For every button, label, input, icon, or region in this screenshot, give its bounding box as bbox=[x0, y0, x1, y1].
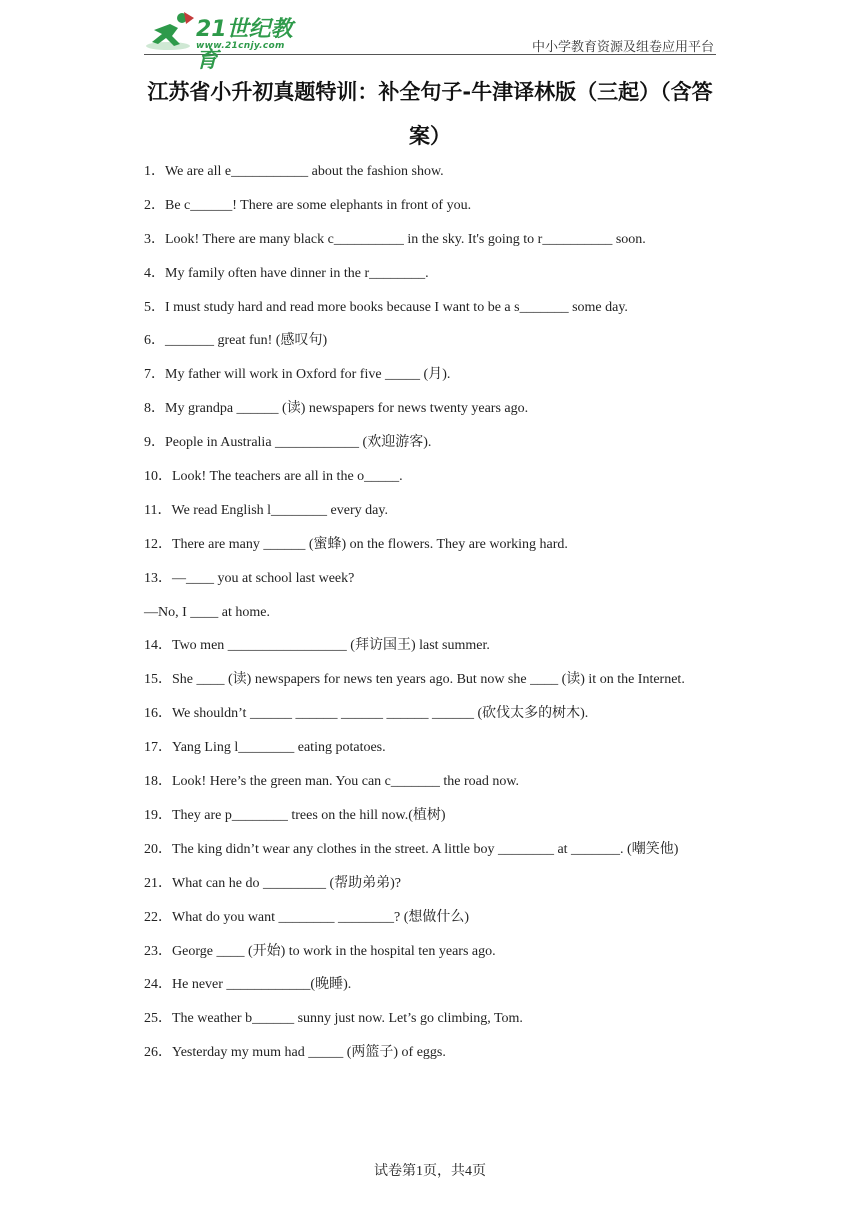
question-10: 10．Look! The teachers are all in the o_____. bbox=[144, 469, 403, 485]
question-7: 7．My father will work in Oxford for five _____ (月). bbox=[144, 367, 451, 383]
question-9: 9．People in Australia ____________ (欢迎游客). bbox=[144, 435, 432, 451]
question-18: 18．Look! Here’s the green man. You can c_______ the road now. bbox=[144, 774, 520, 790]
header-tagline: 中小学教育资源及组卷应用平台 bbox=[531, 40, 714, 55]
question-21: 21．What can he do _________ (帮助弟弟)? bbox=[144, 875, 401, 891]
page-title: 江苏省小升初真题特训：补全句子-牛津译林版（三起）（含答案） bbox=[147, 80, 713, 148]
logo bbox=[144, 10, 314, 73]
logo-text: 21世纪教育 bbox=[196, 17, 293, 73]
question-6: 6．_______ great fun! (感叹句) bbox=[144, 333, 328, 349]
question-13-answer-line: —No, I ____ at home. bbox=[144, 604, 270, 620]
question-26: 26．Yesterday my mum had _____ (两篮子) of eggs. bbox=[144, 1045, 446, 1061]
question-list bbox=[144, 160, 716, 1075]
question-19: 19．They are p________ trees on the hill now.(植树) bbox=[144, 807, 446, 823]
question-13: 13．—____ you at school last week? bbox=[144, 570, 355, 586]
question-25: 25．The weather b______ sunny just now. Let’s go climbing, Tom. bbox=[144, 1011, 523, 1027]
question-16: 16．We shouldn’t ______ ______ ______ ______ ______ (砍伐太多的树木). bbox=[144, 706, 589, 722]
question-15: 15．She ____ (读) newspapers for news ten years ago. But now she ____ (读) it on the Internet. bbox=[144, 672, 685, 688]
question-20: 20．The king didn’t wear any clothes in the street. A little boy ________ at _______. (嘲笑他) bbox=[144, 841, 679, 857]
question-3: 3．Look! There are many black c__________ in the sky. It's going to r__________ soon. bbox=[144, 231, 646, 247]
question-11: 11．We read English l________ every day. bbox=[144, 502, 388, 518]
question-4: 4．My family often have dinner in the r________. bbox=[144, 265, 429, 281]
question-23: 23．George ____ (开始) to work in the hospital ten years ago. bbox=[144, 943, 496, 959]
question-2: 2．Be c______! There are some elephants in front of you. bbox=[144, 197, 472, 213]
question-8: 8．My grandpa ______ (读) newspapers for news twenty years ago. bbox=[144, 401, 529, 417]
logo-url: www.21cnjy.com bbox=[196, 41, 285, 51]
question-1: 1．We are all e___________ about the fashion show. bbox=[144, 164, 444, 179]
runner-logo-icon bbox=[144, 10, 196, 52]
question-5: 5．I must study hard and read more books because I want to be a s_______ some day. bbox=[144, 299, 628, 315]
page-header bbox=[144, 8, 716, 73]
question-12: 12．There are many ______ (蜜蜂) on the flowers. They are working hard. bbox=[144, 536, 568, 552]
question-22: 22．What do you want ________ ________? (想做什么) bbox=[144, 909, 470, 925]
question-14: 14．Two men _________________ (拜访国王) last summer. bbox=[144, 638, 490, 654]
page-footer: 试卷第1页，共4页 bbox=[374, 1164, 486, 1179]
question-17: 17．Yang Ling l________ eating potatoes. bbox=[144, 740, 386, 756]
question-24: 24．He never ____________(晚睡). bbox=[144, 977, 352, 993]
